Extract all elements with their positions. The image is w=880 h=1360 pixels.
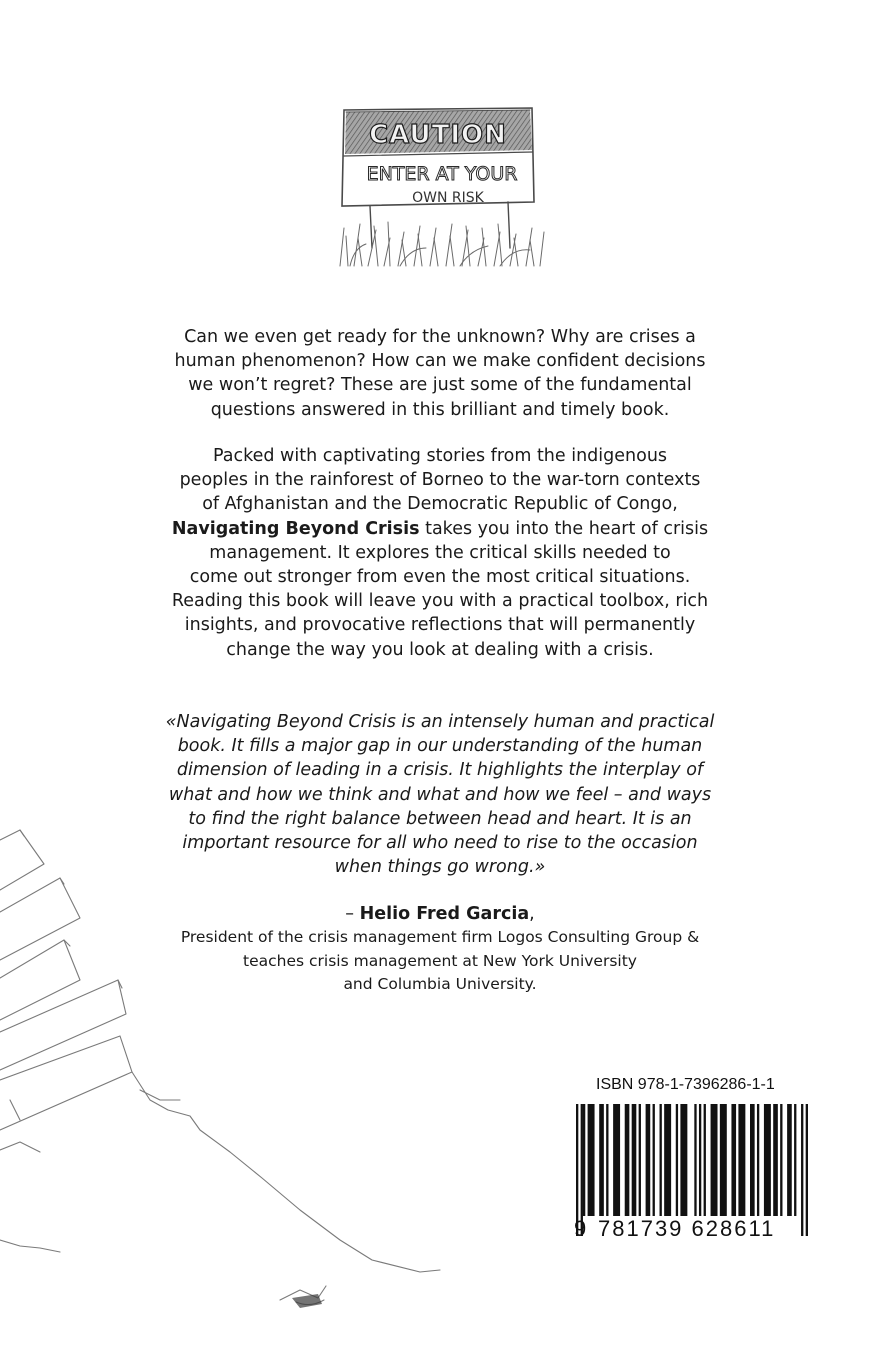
barcode-bar [613, 1104, 620, 1216]
sign-caution-text: CAUTION [369, 120, 507, 150]
quote-line-3: dimension of leading in a crisis. It highlights the interplay of [176, 760, 704, 781]
blurb-p2-line-4-rest: takes you into the heart of crisis [419, 518, 709, 539]
barcode-bar [704, 1104, 706, 1216]
barcode-bar [773, 1104, 778, 1216]
blurb-p2-line-8: insights, and provocative reflections that will permanently [184, 615, 696, 636]
blurb-p1-line-4: questions answered in this brilliant and timely book. [210, 399, 670, 420]
blurb-p2-line-5: management. It explores the critical skills needed to [209, 542, 671, 563]
author-role-line-1: President of the crisis management firm Logos Consulting Group & [180, 928, 700, 946]
blurb-p2-line-1: Packed with captivating stories from the indigenous [212, 446, 668, 466]
blurb-p1-line-2: human phenomenon? How can we make confident decisions [174, 351, 706, 372]
barcode-bar [583, 1104, 585, 1216]
barcode-bar [738, 1104, 745, 1216]
barcode-bar [764, 1104, 771, 1216]
barcode-bar [676, 1104, 678, 1216]
blurb-p1-line-3: we won’t regret? These are just some of the fundamental [188, 375, 692, 396]
quote-line-1: «Navigating Beyond Crisis is an intensely human and practical [165, 712, 715, 732]
blurb-paragraph-2 [120, 444, 760, 662]
barcode-bar [588, 1104, 595, 1216]
barcode-bar [660, 1104, 662, 1216]
author-role-line-3: and Columbia University. [343, 975, 537, 993]
author-dash: – [345, 904, 360, 924]
blurb-p2-line-6: come out stronger from even the most critical situations. [189, 567, 691, 588]
barcode-bar [699, 1104, 701, 1216]
blurb-p2-line-7: Reading this book will leave you with a practical toolbox, rich [171, 591, 709, 612]
author-name: Helio Fred Garcia [359, 904, 530, 924]
barcode-bar [606, 1104, 608, 1216]
barcode-bar [664, 1104, 671, 1216]
blurb-p2-line-2: peoples in the rainforest of Borneo to the war-torn contexts [179, 470, 701, 491]
barcode-bar [720, 1104, 727, 1216]
barcode-bar [711, 1104, 718, 1216]
barcode-bar [599, 1104, 604, 1216]
endorsement-attribution [120, 902, 760, 997]
steps-sketch-illustration [0, 800, 460, 1330]
barcode-first-digit: 9 [574, 1216, 589, 1241]
barcode-bar [757, 1104, 759, 1216]
sign-risk-text: OWN RISK [412, 190, 484, 206]
barcode-bar [780, 1104, 782, 1216]
barcode-remaining-digits: 781739 628611 [598, 1216, 776, 1241]
quote-line-6: important resource for all who need to rise to the occasion [182, 833, 698, 854]
isbn-barcode-block [572, 1076, 812, 1246]
author-line [120, 902, 760, 926]
barcode-bar [750, 1104, 755, 1216]
isbn-label: ISBN 978-1-7396286-1-1 [596, 1076, 775, 1093]
book-title: Navigating Beyond Crisis [171, 518, 420, 539]
barcode-bar [731, 1104, 736, 1216]
barcode-bar [694, 1104, 696, 1216]
blurb-paragraph-1 [120, 325, 760, 422]
endorsement-quote [110, 710, 770, 879]
barcode-bar [680, 1104, 687, 1216]
blurb-p1-line-1: Can we even get ready for the unknown? Why are crises a [184, 327, 696, 347]
barcode-bar [632, 1104, 637, 1216]
barcode-bar [801, 1104, 803, 1236]
barcode-bar [639, 1104, 641, 1216]
blurb-p2-line-3: of Afghanistan and the Democratic Republic of Congo, [202, 494, 678, 515]
quote-line-4: what and how we think and what and how we feel – and ways [168, 784, 712, 805]
sign-enter-text: ENTER AT YOUR [366, 163, 518, 185]
caution-sign-illustration [330, 98, 550, 273]
quote-line-5: to find the right balance between head and heart. It is an [188, 808, 692, 829]
quote-line-2: book. It fills a major gap in our understanding of the human [177, 736, 703, 757]
barcode-bar [787, 1104, 792, 1216]
author-role-line-2: teaches crisis management at New York University [243, 951, 637, 970]
barcode-bar [653, 1104, 655, 1216]
barcode-bar [646, 1104, 651, 1216]
barcode-bar [794, 1104, 796, 1216]
barcode-bar [625, 1104, 630, 1216]
author-suffix: , [529, 904, 535, 924]
blurb-p2-line-9: change the way you look at dealing with a crisis. [226, 639, 654, 660]
barcode-bar [806, 1104, 808, 1236]
quote-line-7: when things go wrong.» [334, 857, 546, 878]
